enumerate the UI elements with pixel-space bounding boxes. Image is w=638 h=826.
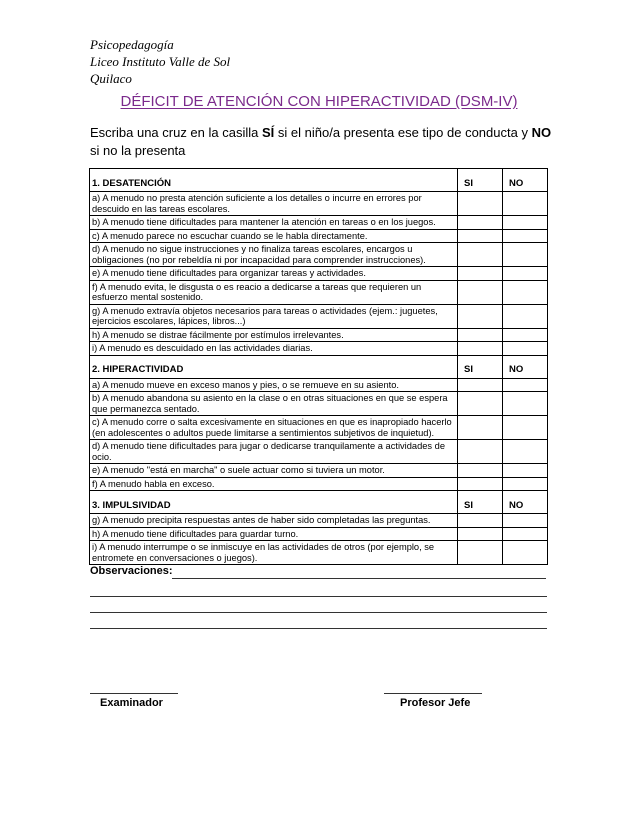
examiner-signature-line[interactable]: [90, 693, 178, 694]
checkbox-si[interactable]: [458, 541, 503, 565]
table-row: [90, 229, 548, 243]
column-header-no: NO: [503, 491, 548, 514]
table-row: [90, 392, 548, 416]
section-title: 3. IMPULSIVIDAD: [90, 491, 458, 514]
checkbox-no[interactable]: [503, 243, 548, 267]
checkbox-no[interactable]: [503, 527, 548, 541]
checkbox-si[interactable]: [458, 192, 503, 216]
section-header-row: [90, 491, 548, 514]
table-row: [90, 192, 548, 216]
criterion-text: g) A menudo precipita respuestas antes de haber sido completadas las preguntas.: [90, 514, 458, 528]
document-header: [90, 36, 230, 87]
checkbox-si[interactable]: [458, 527, 503, 541]
header-line-school: Liceo Instituto Valle de Sol: [90, 54, 231, 69]
table-row: [90, 216, 548, 230]
checkbox-si[interactable]: [458, 477, 503, 491]
column-header-si: SI: [458, 491, 503, 514]
observations-label-text: Observaciones:: [90, 565, 173, 577]
header-line-subject: Psicopedagogía: [90, 37, 174, 52]
table-row: [90, 464, 548, 478]
header-line-city: Quilaco: [90, 71, 132, 86]
table-row: [90, 267, 548, 281]
section-title: 1. DESATENCIÓN: [90, 169, 458, 192]
checkbox-si[interactable]: [458, 280, 503, 304]
checkbox-si[interactable]: [458, 216, 503, 230]
evaluation-table: [89, 168, 548, 565]
table-row: [90, 440, 548, 464]
criterion-text: g) A menudo extravía objetos necesarios para tareas o actividades (ejem.: juguetes, ejercicios escolares, lápices, libros...): [90, 304, 458, 328]
criterion-text: h) A menudo se distrae fácilmente por estímulos irrelevantes.: [90, 328, 458, 342]
checkbox-no[interactable]: [503, 464, 548, 478]
instructions-si: SÍ: [261, 125, 275, 140]
column-header-si: SI: [458, 169, 503, 192]
checkbox-si[interactable]: [458, 328, 503, 342]
table-row: [90, 304, 548, 328]
table-row: [90, 514, 548, 528]
checkbox-no[interactable]: [503, 216, 548, 230]
checkbox-no[interactable]: [503, 514, 548, 528]
criterion-text: f) A menudo habla en exceso.: [90, 477, 458, 491]
criterion-text: i) A menudo interrumpe o se inmiscuye en las actividades de otros (por ejemplo, se entromete en conversaciones o juegos).: [90, 541, 458, 565]
checkbox-no[interactable]: [503, 328, 548, 342]
checkbox-si[interactable]: [458, 243, 503, 267]
criterion-text: a) A menudo no presta atención suficiente a los detalles o incurre en errores por descuido en las tareas escolares.: [90, 192, 458, 216]
instructions-part3: si no la presenta: [90, 143, 186, 158]
criterion-text: f) A menudo evita, le disgusta o es reacio a dedicarse a tareas que requieren un esfuerzo mental sostenido.: [90, 280, 458, 304]
table-row: [90, 477, 548, 491]
checkbox-si[interactable]: [458, 304, 503, 328]
instructions-part1: Escriba una cruz en la casilla: [90, 125, 262, 140]
criterion-text: e) A menudo tiene dificultades para organizar tareas y actividades.: [90, 267, 458, 281]
instructions: [90, 124, 560, 160]
checkbox-no[interactable]: [503, 440, 548, 464]
teacher-label: Profesor Jefe: [400, 697, 471, 709]
criterion-text: d) A menudo tiene dificultades para jugar o dedicarse tranquilamente a actividades de ocio.: [90, 440, 458, 464]
checkbox-si[interactable]: [458, 378, 503, 392]
table-row: [90, 342, 548, 356]
checkbox-si[interactable]: [458, 514, 503, 528]
instructions-part2: si el niño/a presenta ese tipo de conducta y: [274, 125, 532, 140]
observations-line[interactable]: [172, 578, 546, 579]
table-row: [90, 527, 548, 541]
checkbox-no[interactable]: [503, 541, 548, 565]
section-header-row: [90, 169, 548, 192]
checkbox-si[interactable]: [458, 342, 503, 356]
observations-line[interactable]: [90, 596, 547, 597]
document-title: DÉFICIT DE ATENCIÓN CON HIPERACTIVIDAD (DSM-IV): [120, 93, 518, 110]
checkbox-no[interactable]: [503, 342, 548, 356]
column-header-no: NO: [503, 169, 548, 192]
checkbox-si[interactable]: [458, 392, 503, 416]
examiner-label: Examinador: [100, 697, 163, 709]
criterion-text: i) A menudo es descuidado en las actividades diarias.: [90, 342, 458, 356]
checkbox-si[interactable]: [458, 229, 503, 243]
checkbox-no[interactable]: [503, 280, 548, 304]
checkbox-si[interactable]: [458, 464, 503, 478]
teacher-signature-line[interactable]: [384, 693, 482, 694]
table-row: [90, 541, 548, 565]
checkbox-si[interactable]: [458, 440, 503, 464]
checkbox-no[interactable]: [503, 267, 548, 281]
criterion-text: b) A menudo abandona su asiento en la clase o en otras situaciones en que se espera que permanezca sentado.: [90, 392, 458, 416]
criterion-text: h) A menudo tiene dificultades para guardar turno.: [90, 527, 458, 541]
observations-line[interactable]: [90, 628, 547, 629]
table-row: [90, 378, 548, 392]
observations-line[interactable]: [90, 612, 547, 613]
checkbox-no[interactable]: [503, 477, 548, 491]
table-row: [90, 416, 548, 440]
observations-label: [90, 565, 173, 577]
table-row: [90, 328, 548, 342]
column-header-si: SI: [458, 355, 503, 378]
checkbox-no[interactable]: [503, 392, 548, 416]
checkbox-no[interactable]: [503, 304, 548, 328]
checkbox-no[interactable]: [503, 378, 548, 392]
checkbox-si[interactable]: [458, 416, 503, 440]
section-header-row: [90, 355, 548, 378]
criterion-text: a) A menudo mueve en exceso manos y pies, o se remueve en su asiento.: [90, 378, 458, 392]
criterion-text: c) A menudo parece no escuchar cuando se le habla directamente.: [90, 229, 458, 243]
checkbox-no[interactable]: [503, 229, 548, 243]
checkbox-no[interactable]: [503, 416, 548, 440]
criterion-text: e) A menudo "está en marcha" o suele actuar como si tuviera un motor.: [90, 464, 458, 478]
instructions-no: NO: [531, 125, 552, 140]
table-row: [90, 280, 548, 304]
section-title: 2. HIPERACTIVIDAD: [90, 355, 458, 378]
checkbox-no[interactable]: [503, 192, 548, 216]
column-header-no: NO: [503, 355, 548, 378]
table-row: [90, 243, 548, 267]
criterion-text: b) A menudo tiene dificultades para mantener la atención en tareas o en los juegos.: [90, 216, 458, 230]
criterion-text: c) A menudo corre o salta excesivamente en situaciones en que es inapropiado hacerlo (en adolescentes o adultos puede limitarse a sentimientos subjetivos de inquietud).: [90, 416, 458, 440]
criterion-text: d) A menudo no sigue instrucciones y no finaliza tareas escolares, encargos u obligaciones (no por rebeldía ni por incapacidad para comprender instrucciones).: [90, 243, 458, 267]
checkbox-si[interactable]: [458, 267, 503, 281]
